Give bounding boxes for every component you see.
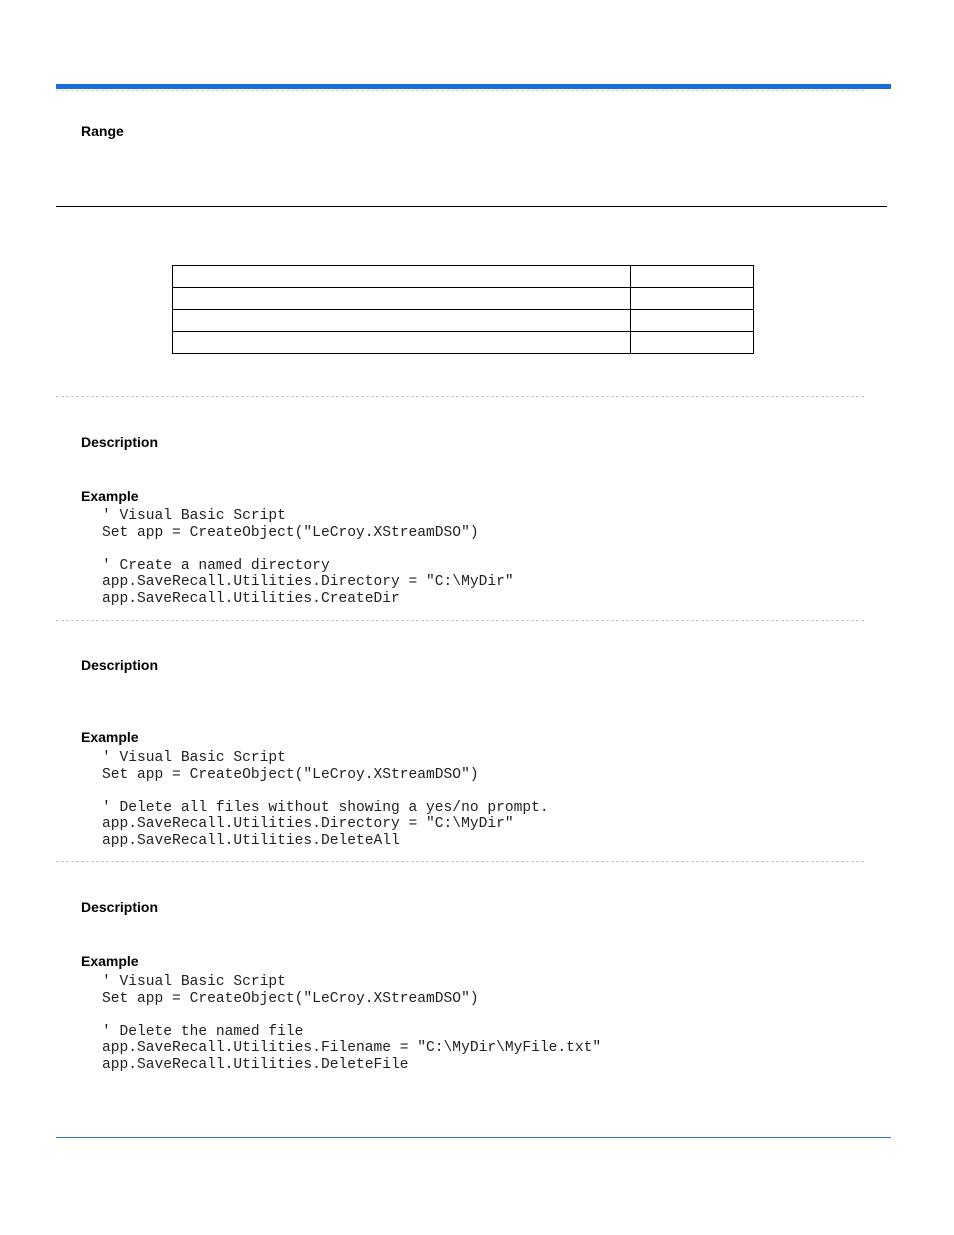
example-heading: Example: [81, 729, 139, 745]
header-dashed-rule: [56, 90, 864, 91]
header-accent-bar: [56, 84, 891, 89]
footer-rule: [56, 1137, 891, 1138]
table-cell: [631, 288, 754, 310]
code-example: ' Visual Basic Script Set app = CreateObject("LeCroy.XStreamDSO") ' Delete all files without showing a yes/no prompt. app.SaveRecall.Utilities.Directory = "C:\MyDir" app.SaveRecall.Utilities.DeleteAll: [102, 750, 549, 849]
description-heading: Description: [81, 899, 159, 915]
code-example: ' Visual Basic Script Set app = CreateObject("LeCroy.XStreamDSO") ' Create a named directory app.SaveRecall.Utilities.Directory = "C:\MyDir" app.SaveRecall.Utilities.CreateDir: [102, 508, 514, 607]
table-row: [173, 288, 754, 310]
dashed-divider: [56, 396, 864, 397]
example-heading: Example: [81, 488, 139, 504]
range-table: [172, 265, 754, 354]
table-cell: [631, 266, 754, 288]
table-cell: [173, 332, 631, 354]
dashed-divider: [56, 620, 864, 621]
table-row: [173, 310, 754, 332]
table-row: [173, 266, 754, 288]
table-cell: [173, 288, 631, 310]
description-heading: Description: [81, 657, 159, 673]
dashed-divider: [56, 861, 864, 862]
table-cell: [631, 310, 754, 332]
section-divider: [56, 206, 887, 207]
table-cell: [631, 332, 754, 354]
table-cell: [173, 266, 631, 288]
code-example: ' Visual Basic Script Set app = CreateObject("LeCroy.XStreamDSO") ' Delete the named file app.SaveRecall.Utilities.Filename = "C:\MyDir\MyFile.txt" app.SaveRecall.Utilities.DeleteFile: [102, 974, 602, 1073]
description-heading: Description: [81, 434, 159, 450]
table-cell: [173, 310, 631, 332]
table-row: [173, 332, 754, 354]
example-heading: Example: [81, 953, 139, 969]
range-heading: Range: [81, 123, 124, 139]
